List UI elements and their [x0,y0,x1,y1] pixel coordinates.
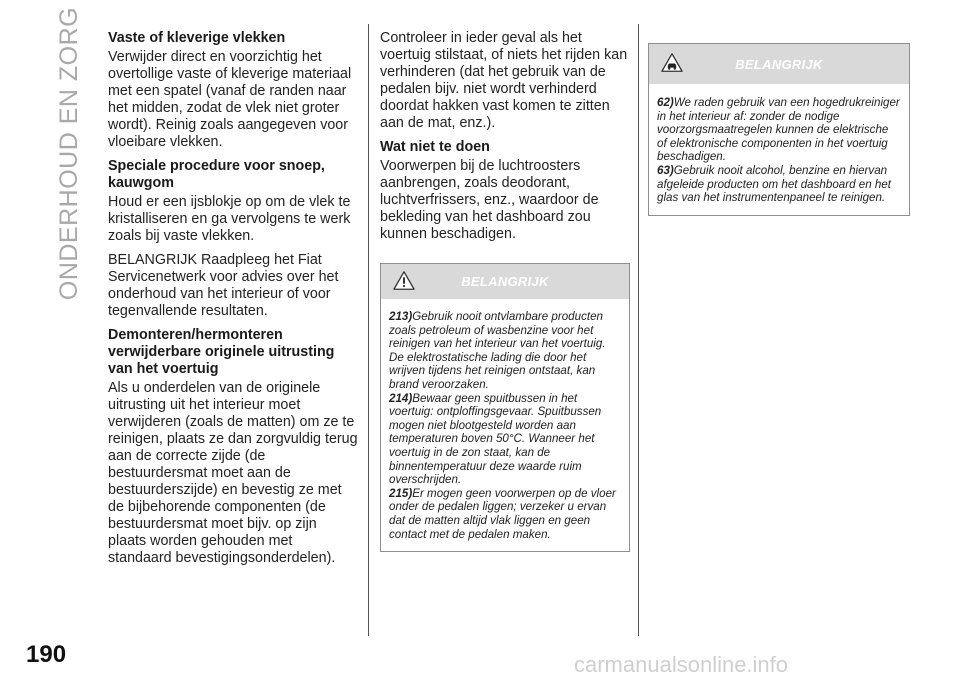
column-3 [648,43,910,216]
paragraph-what-not-to-do: Voorwerpen bij de luchtroosters aanbrengen, zoals deodorant, luchtverfrissers, enz., waardoor de bekleding van het dashboard zou kunnen beschadigen. [380,158,599,242]
paragraph-check-pedals: Controleer in ieder geval als het voertuig stilstaat, of niets het rijden kan verhinderen (dat het gebruik van de pedalen bijv. niet wordt verhinderd doordat hakken vast komen te zitten aan de mat, enz.). [380,30,628,131]
warning-box-property [648,43,910,216]
side-section-title [52,6,88,300]
heading-candy-gum: Speciale procedure voor snoep, kauwgom [108,158,325,191]
page-number: 190 [26,641,67,668]
warning-body [381,299,629,551]
paragraph-solid-stains: Verwijder direct en voorzichtig het overtollige vaste of kleverige materiaal met een spatel (vanaf de randen naar het midden, zodat de vlek niet groter wordt). Reinig zoals aangegeven voor vloeibare vlekken. [108,49,352,150]
warning-body [649,84,909,215]
paragraph-important-note: BELANGRIJK Raadpleeg het Fiat Servicenetwerk voor advies over het onderhoud van het interieur of voor tegenvallende resultaten. [108,252,339,319]
warning-item-text: Er mogen geen voorwerpen op de vloer onder de pedalen liggen; verzeker u ervan dat de matten altijd vlak liggen en geen contact met de pedalen maken. [389,486,616,541]
warning-item-text: Gebruik nooit ontvlambare producten zoals petroleum of wasbenzine voor het reinigen van het interieur van het voertuig. De elektrostatische lading die door het wrijven tijdens het reinigen ontstaat, kan brand veroorzaken. [389,310,606,391]
warning-item [389,310,621,392]
warning-item-text: Bewaar geen spuitbussen in het voertuig: ontploffingsgevaar. Spuitbussen mogen niet blootgesteld worden aan temperaturen boven 50°C. Wanneer het voertuig in de zon staat, kan de binnentemperatuur deze waarde ruim overschrijden. [389,391,602,487]
warning-item [389,487,621,541]
paragraph-dismount-equipment: Als u onderdelen van de originele uitrusting uit het interieur moet verwijderen (zoals de matten) om ze te reinigen, plaats ze dan zorgvuldig terug aan de correcte zijde (de bestuurdersmat moet aan de bestuurderszijde) en bevestig ze met de bijbehorende componenten (de bestuurdersmat moet bijv. op zijn plaats worden gehouden met standaard bevestigingsonderdelen). [108,380,358,566]
warning-triangle-icon [393,270,415,292]
heading-solid-stains: Vaste of kleverige vlekken [108,30,286,46]
warning-item-number: 213) [389,310,413,323]
warning-box-safety [380,263,630,552]
warning-item-text: Gebruik nooit alcohol, benzine en hiervan afgeleide producten om het dashboard en het glas van het instrumentenpaneel te reinigen. [657,163,891,205]
warning-item-number: 63) [657,163,674,177]
side-section-title-text: ONDERHOUD EN ZORG [55,6,84,300]
warning-item-number: 214) [389,391,413,405]
warning-item-number: 62) [657,96,674,109]
column-divider-right [638,24,639,636]
car-warning-icon [661,52,683,74]
watermark: carmanualsonline.info [574,652,789,677]
column-divider-left [368,24,369,636]
warning-header [649,44,909,84]
column-2 [380,30,630,552]
warning-item [657,96,901,164]
warning-item [657,164,901,205]
warning-item-number: 215) [389,486,413,500]
warning-title: BELANGRIJK [735,56,823,72]
paragraph-candy-gum: Houd er een ijsblokje op om de vlek te kristalliseren en ga vervolgens te werk zoals bij vaste vlekken. [108,194,351,244]
heading-dismount-equipment: Demonteren/hermonteren verwijderbare originele uitrusting van het voertuig [108,327,335,377]
heading-what-not-to-do: Wat niet te doen [380,139,490,155]
warning-header [381,264,629,299]
warning-item [389,392,621,487]
warning-title: BELANGRIJK [461,274,549,289]
warning-item-text: We raden gebruik van een hogedrukreiniger in het interieur af: zonder de nodige voorzorgsmaatregelen kunnen de elektrische of elektronische componenten in het voertuig beschadigen. [657,96,900,164]
column-1 [108,30,358,574]
